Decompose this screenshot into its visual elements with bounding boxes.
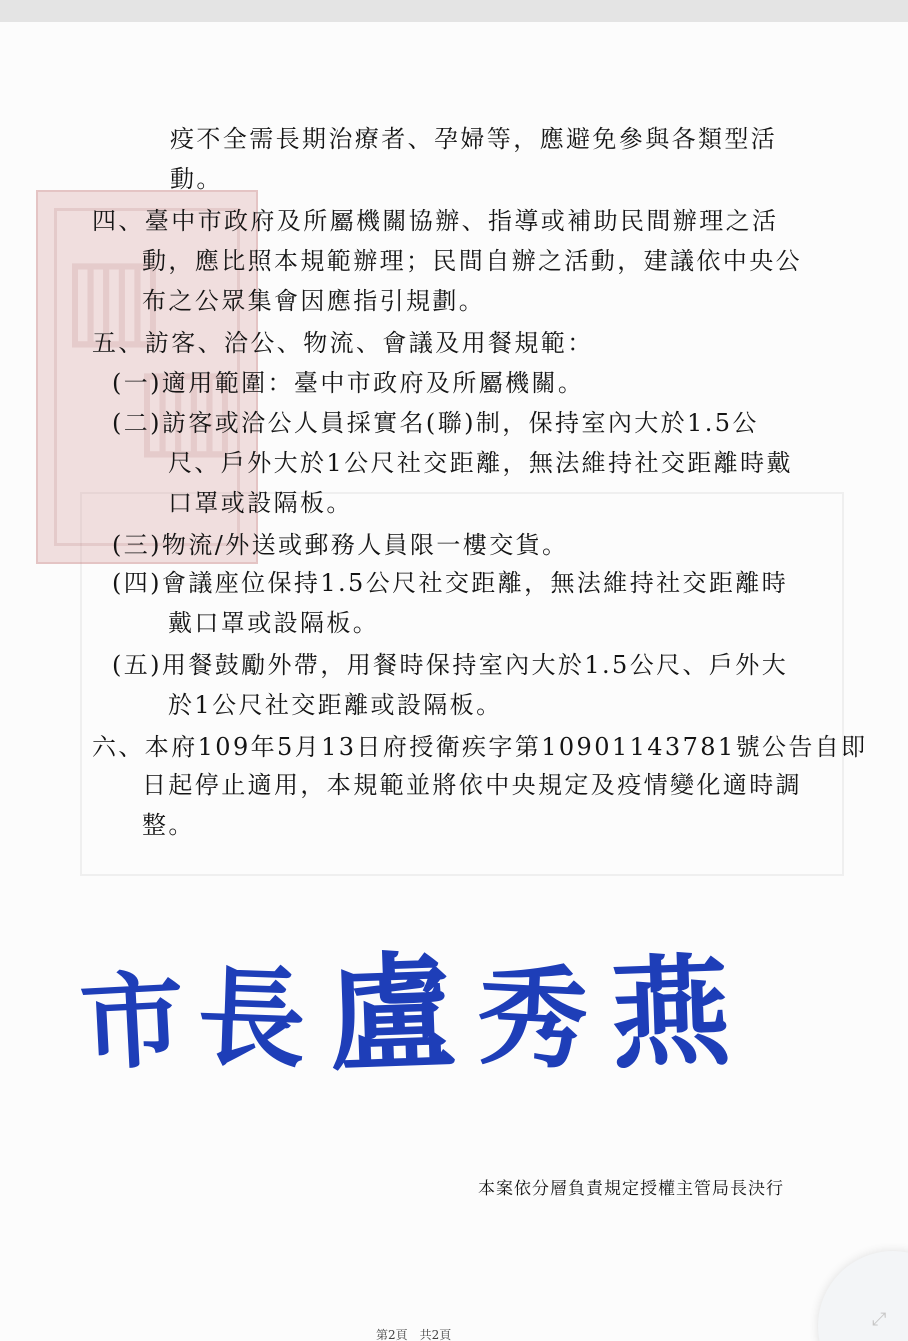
document-line: (三)物流/外送或郵務人員限一樓交貨。 <box>112 531 569 559</box>
document-line: 動，應比照本規範辦理；民間自辦之活動，建議依中央公 <box>142 247 802 275</box>
viewer-top-bar <box>0 0 908 22</box>
document-line: 整。 <box>142 811 195 839</box>
document-line: 布之公眾集會因應指引規劃。 <box>142 287 486 315</box>
viewer-corner-button[interactable] <box>818 1251 908 1341</box>
document-line: (一)適用範圍：臺中市政府及所屬機關。 <box>112 369 585 397</box>
signature-character: 燕 <box>607 940 733 1087</box>
document-line: 四、臺中市政府及所屬機關協辦、指導或補助民間辦理之活 <box>92 207 779 235</box>
document-page <box>0 22 908 1341</box>
document-line: (四)會議座位保持1.5公尺社交距離，無法維持社交距離時 <box>112 569 789 597</box>
document-line: 尺、戶外大於1公尺社交距離，無法維持社交距離時戴 <box>168 449 793 477</box>
expand-icon[interactable]: ⤢ <box>872 1309 887 1330</box>
mayor-signature <box>77 910 780 1091</box>
seal-mark: ▥ <box>134 342 238 470</box>
document-line: 動。 <box>170 165 223 193</box>
document-line: (五)用餐鼓勵外帶，用餐時保持室內大於1.5公尺、戶外大 <box>112 651 789 679</box>
signature-character: 盧 <box>325 937 457 1091</box>
document-line: 日起停止適用，本規範並將依中央規定及疫情變化適時調 <box>142 771 802 799</box>
signature-character: 長 <box>195 954 308 1084</box>
document-line: 口罩或設隔板。 <box>168 489 353 517</box>
seal-mark: ▥ <box>62 232 166 360</box>
signature-character: 市 <box>77 957 188 1086</box>
page-number: 第2頁 共2頁 <box>376 1328 452 1341</box>
document-line: (二)訪客或洽公人員採實名(聯)制，保持室內大於1.5公 <box>112 409 759 437</box>
signature-character: 秀 <box>474 950 591 1085</box>
authority-note: 本案依分層負責規定授權主管局長決行 <box>478 1179 784 1199</box>
document-line: 於1公尺社交距離或設隔板。 <box>168 691 503 719</box>
document-line: 五、訪客、洽公、物流、會議及用餐規範： <box>92 329 594 357</box>
document-line: 六、本府109年5月13日府授衛疾字第10901143781號公告自即 <box>92 733 868 761</box>
document-line: 戴口罩或設隔板。 <box>168 609 380 637</box>
document-line: 疫不全需長期治療者、孕婦等，應避免參與各類型活 <box>170 125 778 153</box>
